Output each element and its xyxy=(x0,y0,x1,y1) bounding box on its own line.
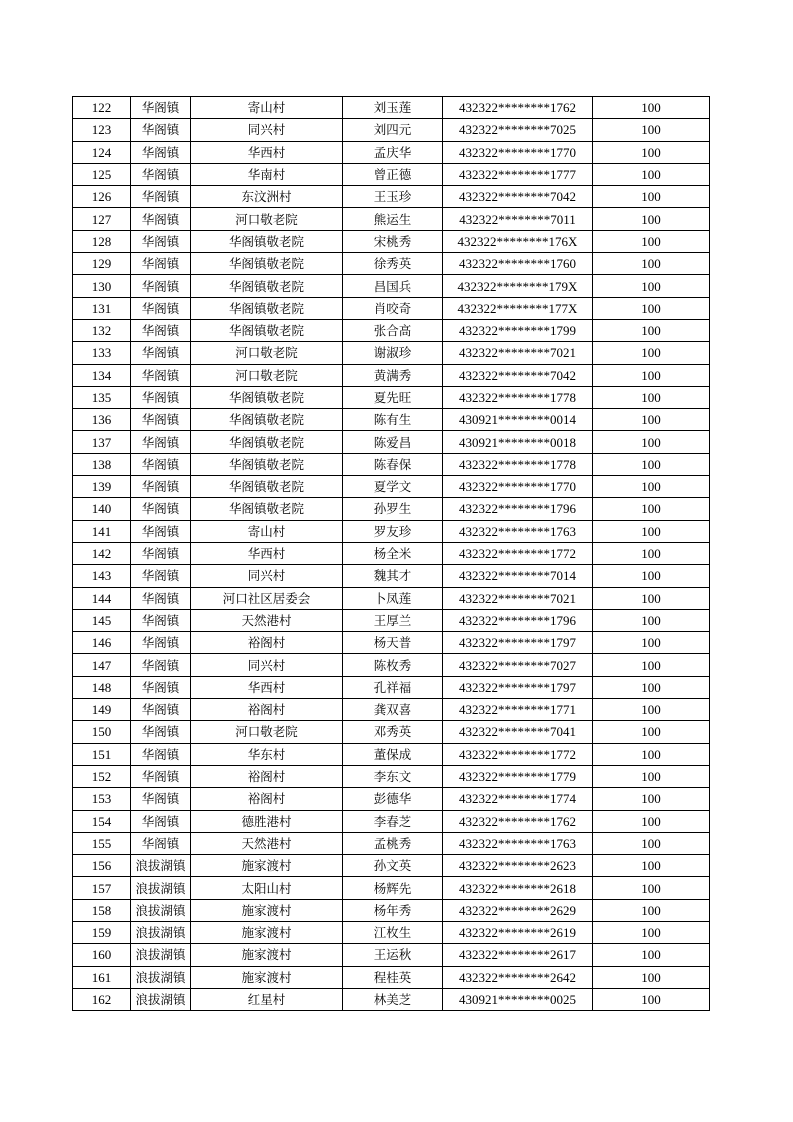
unit-cell: 裕阁村 xyxy=(191,632,343,654)
person-name-cell: 邓秀英 xyxy=(343,721,443,743)
amount-cell: 100 xyxy=(593,810,710,832)
town-cell: 华阁镇 xyxy=(131,498,191,520)
town-cell: 华阁镇 xyxy=(131,141,191,163)
town-cell: 浪拔湖镇 xyxy=(131,988,191,1010)
amount-cell: 100 xyxy=(593,788,710,810)
table-row xyxy=(73,476,710,498)
row-number: 129 xyxy=(73,253,131,275)
town-cell: 华阁镇 xyxy=(131,765,191,787)
id-number-cell: 432322********1763 xyxy=(443,520,593,542)
row-number: 132 xyxy=(73,319,131,341)
table-row xyxy=(73,877,710,899)
town-cell: 华阁镇 xyxy=(131,699,191,721)
person-name-cell: 林美芝 xyxy=(343,988,443,1010)
person-name-cell: 孙文英 xyxy=(343,855,443,877)
table-row xyxy=(73,319,710,341)
amount-cell: 100 xyxy=(593,721,710,743)
table-row xyxy=(73,431,710,453)
town-cell: 浪拔湖镇 xyxy=(131,899,191,921)
id-number-cell: 432322********1778 xyxy=(443,453,593,475)
town-cell: 华阁镇 xyxy=(131,253,191,275)
unit-cell: 华西村 xyxy=(191,676,343,698)
amount-cell: 100 xyxy=(593,275,710,297)
amount-cell: 100 xyxy=(593,97,710,119)
row-number: 133 xyxy=(73,342,131,364)
row-number: 152 xyxy=(73,765,131,787)
id-number-cell: 432322********2618 xyxy=(443,877,593,899)
table-row xyxy=(73,208,710,230)
person-name-cell: 彭德华 xyxy=(343,788,443,810)
town-cell: 浪拔湖镇 xyxy=(131,944,191,966)
row-number: 127 xyxy=(73,208,131,230)
amount-cell: 100 xyxy=(593,453,710,475)
table-row xyxy=(73,542,710,564)
row-number: 158 xyxy=(73,899,131,921)
table-row xyxy=(73,676,710,698)
person-name-cell: 熊运生 xyxy=(343,208,443,230)
unit-cell: 华阁镇敬老院 xyxy=(191,476,343,498)
id-number-cell: 432322********1770 xyxy=(443,141,593,163)
amount-cell: 100 xyxy=(593,230,710,252)
row-number: 124 xyxy=(73,141,131,163)
person-name-cell: 黄满秀 xyxy=(343,364,443,386)
id-number-cell: 430921********0025 xyxy=(443,988,593,1010)
amount-cell: 100 xyxy=(593,409,710,431)
id-number-cell: 432322********1777 xyxy=(443,163,593,185)
amount-cell: 100 xyxy=(593,186,710,208)
id-number-cell: 432322********2642 xyxy=(443,966,593,988)
row-number: 160 xyxy=(73,944,131,966)
unit-cell: 寄山村 xyxy=(191,97,343,119)
table-row xyxy=(73,119,710,141)
row-number: 141 xyxy=(73,520,131,542)
row-number: 143 xyxy=(73,565,131,587)
roster-table-body xyxy=(73,97,710,1011)
id-number-cell: 432322********1772 xyxy=(443,743,593,765)
id-number-cell: 432322********1762 xyxy=(443,97,593,119)
amount-cell: 100 xyxy=(593,565,710,587)
amount-cell: 100 xyxy=(593,386,710,408)
id-number-cell: 432322********1796 xyxy=(443,498,593,520)
id-number-cell: 432322********2629 xyxy=(443,899,593,921)
table-row xyxy=(73,97,710,119)
id-number-cell: 432322********7027 xyxy=(443,654,593,676)
table-row xyxy=(73,275,710,297)
person-name-cell: 徐秀英 xyxy=(343,253,443,275)
table-row xyxy=(73,230,710,252)
unit-cell: 华阁镇敬老院 xyxy=(191,275,343,297)
unit-cell: 华阁镇敬老院 xyxy=(191,253,343,275)
town-cell: 华阁镇 xyxy=(131,97,191,119)
amount-cell: 100 xyxy=(593,832,710,854)
town-cell: 华阁镇 xyxy=(131,409,191,431)
unit-cell: 华阁镇敬老院 xyxy=(191,498,343,520)
town-cell: 华阁镇 xyxy=(131,297,191,319)
id-number-cell: 430921********0014 xyxy=(443,409,593,431)
row-number: 161 xyxy=(73,966,131,988)
unit-cell: 德胜港村 xyxy=(191,810,343,832)
amount-cell: 100 xyxy=(593,966,710,988)
row-number: 125 xyxy=(73,163,131,185)
row-number: 123 xyxy=(73,119,131,141)
id-number-cell: 432322********1799 xyxy=(443,319,593,341)
amount-cell: 100 xyxy=(593,988,710,1010)
amount-cell: 100 xyxy=(593,609,710,631)
row-number: 144 xyxy=(73,587,131,609)
row-number: 134 xyxy=(73,364,131,386)
id-number-cell: 432322********1760 xyxy=(443,253,593,275)
unit-cell: 东汶洲村 xyxy=(191,186,343,208)
amount-cell: 100 xyxy=(593,765,710,787)
unit-cell: 华阁镇敬老院 xyxy=(191,431,343,453)
id-number-cell: 432322********7041 xyxy=(443,721,593,743)
table-row xyxy=(73,899,710,921)
person-name-cell: 陈枚秀 xyxy=(343,654,443,676)
id-number-cell: 432322********7014 xyxy=(443,565,593,587)
roster-table xyxy=(72,96,710,1011)
id-number-cell: 432322********1778 xyxy=(443,386,593,408)
amount-cell: 100 xyxy=(593,476,710,498)
town-cell: 华阁镇 xyxy=(131,810,191,832)
id-number-cell: 432322********7042 xyxy=(443,364,593,386)
row-number: 140 xyxy=(73,498,131,520)
row-number: 154 xyxy=(73,810,131,832)
person-name-cell: 王玉珍 xyxy=(343,186,443,208)
table-row xyxy=(73,587,710,609)
person-name-cell: 程桂英 xyxy=(343,966,443,988)
unit-cell: 施家渡村 xyxy=(191,899,343,921)
table-row xyxy=(73,921,710,943)
id-number-cell: 432322********2623 xyxy=(443,855,593,877)
row-number: 122 xyxy=(73,97,131,119)
person-name-cell: 陈爱昌 xyxy=(343,431,443,453)
person-name-cell: 陈春保 xyxy=(343,453,443,475)
id-number-cell: 432322********179X xyxy=(443,275,593,297)
amount-cell: 100 xyxy=(593,119,710,141)
table-row xyxy=(73,699,710,721)
unit-cell: 华阁镇敬老院 xyxy=(191,319,343,341)
town-cell: 华阁镇 xyxy=(131,587,191,609)
unit-cell: 裕阁村 xyxy=(191,699,343,721)
row-number: 137 xyxy=(73,431,131,453)
person-name-cell: 董保成 xyxy=(343,743,443,765)
table-row xyxy=(73,788,710,810)
amount-cell: 100 xyxy=(593,699,710,721)
town-cell: 华阁镇 xyxy=(131,721,191,743)
table-row xyxy=(73,386,710,408)
table-row xyxy=(73,364,710,386)
table-row xyxy=(73,409,710,431)
table-row xyxy=(73,743,710,765)
row-number: 135 xyxy=(73,386,131,408)
unit-cell: 河口敬老院 xyxy=(191,364,343,386)
amount-cell: 100 xyxy=(593,899,710,921)
unit-cell: 天然港村 xyxy=(191,832,343,854)
table-row xyxy=(73,765,710,787)
person-name-cell: 陈有生 xyxy=(343,409,443,431)
unit-cell: 同兴村 xyxy=(191,654,343,676)
person-name-cell: 杨年秀 xyxy=(343,899,443,921)
unit-cell: 裕阁村 xyxy=(191,765,343,787)
row-number: 136 xyxy=(73,409,131,431)
unit-cell: 施家渡村 xyxy=(191,966,343,988)
unit-cell: 华东村 xyxy=(191,743,343,765)
table-row xyxy=(73,721,710,743)
id-number-cell: 432322********1762 xyxy=(443,810,593,832)
row-number: 150 xyxy=(73,721,131,743)
person-name-cell: 杨天普 xyxy=(343,632,443,654)
town-cell: 华阁镇 xyxy=(131,476,191,498)
town-cell: 华阁镇 xyxy=(131,542,191,564)
table-row xyxy=(73,654,710,676)
id-number-cell: 432322********177X xyxy=(443,297,593,319)
amount-cell: 100 xyxy=(593,542,710,564)
id-number-cell: 432322********1770 xyxy=(443,476,593,498)
unit-cell: 河口敬老院 xyxy=(191,721,343,743)
town-cell: 华阁镇 xyxy=(131,453,191,475)
row-number: 151 xyxy=(73,743,131,765)
id-number-cell: 432322********7021 xyxy=(443,342,593,364)
person-name-cell: 杨辉先 xyxy=(343,877,443,899)
amount-cell: 100 xyxy=(593,855,710,877)
id-number-cell: 432322********1797 xyxy=(443,632,593,654)
town-cell: 浪拔湖镇 xyxy=(131,877,191,899)
amount-cell: 100 xyxy=(593,208,710,230)
town-cell: 华阁镇 xyxy=(131,275,191,297)
id-number-cell: 432322********1796 xyxy=(443,609,593,631)
town-cell: 华阁镇 xyxy=(131,386,191,408)
person-name-cell: 曾正德 xyxy=(343,163,443,185)
amount-cell: 100 xyxy=(593,163,710,185)
amount-cell: 100 xyxy=(593,944,710,966)
amount-cell: 100 xyxy=(593,587,710,609)
town-cell: 华阁镇 xyxy=(131,676,191,698)
amount-cell: 100 xyxy=(593,498,710,520)
person-name-cell: 夏学文 xyxy=(343,476,443,498)
table-row xyxy=(73,186,710,208)
unit-cell: 华阁镇敬老院 xyxy=(191,453,343,475)
row-number: 149 xyxy=(73,699,131,721)
unit-cell: 太阳山村 xyxy=(191,877,343,899)
table-row xyxy=(73,988,710,1010)
town-cell: 华阁镇 xyxy=(131,520,191,542)
amount-cell: 100 xyxy=(593,921,710,943)
amount-cell: 100 xyxy=(593,520,710,542)
unit-cell: 华阁镇敬老院 xyxy=(191,230,343,252)
town-cell: 华阁镇 xyxy=(131,654,191,676)
town-cell: 华阁镇 xyxy=(131,788,191,810)
id-number-cell: 430921********0018 xyxy=(443,431,593,453)
amount-cell: 100 xyxy=(593,654,710,676)
town-cell: 华阁镇 xyxy=(131,186,191,208)
person-name-cell: 杨全米 xyxy=(343,542,443,564)
table-row xyxy=(73,297,710,319)
amount-cell: 100 xyxy=(593,141,710,163)
amount-cell: 100 xyxy=(593,342,710,364)
person-name-cell: 谢淑珍 xyxy=(343,342,443,364)
town-cell: 华阁镇 xyxy=(131,119,191,141)
id-number-cell: 432322********2617 xyxy=(443,944,593,966)
table-row xyxy=(73,832,710,854)
person-name-cell: 孙罗生 xyxy=(343,498,443,520)
unit-cell: 同兴村 xyxy=(191,119,343,141)
id-number-cell: 432322********7025 xyxy=(443,119,593,141)
town-cell: 华阁镇 xyxy=(131,832,191,854)
id-number-cell: 432322********176X xyxy=(443,230,593,252)
person-name-cell: 魏其才 xyxy=(343,565,443,587)
amount-cell: 100 xyxy=(593,743,710,765)
id-number-cell: 432322********1797 xyxy=(443,676,593,698)
unit-cell: 华阁镇敬老院 xyxy=(191,386,343,408)
table-row xyxy=(73,966,710,988)
table-row xyxy=(73,565,710,587)
amount-cell: 100 xyxy=(593,877,710,899)
table-row xyxy=(73,810,710,832)
unit-cell: 华阁镇敬老院 xyxy=(191,409,343,431)
row-number: 131 xyxy=(73,297,131,319)
unit-cell: 华南村 xyxy=(191,163,343,185)
table-row xyxy=(73,453,710,475)
table-row xyxy=(73,253,710,275)
unit-cell: 施家渡村 xyxy=(191,855,343,877)
row-number: 138 xyxy=(73,453,131,475)
unit-cell: 寄山村 xyxy=(191,520,343,542)
town-cell: 华阁镇 xyxy=(131,364,191,386)
amount-cell: 100 xyxy=(593,319,710,341)
table-row xyxy=(73,944,710,966)
row-number: 139 xyxy=(73,476,131,498)
person-name-cell: 卜凤莲 xyxy=(343,587,443,609)
table-row xyxy=(73,342,710,364)
town-cell: 华阁镇 xyxy=(131,342,191,364)
unit-cell: 河口敬老院 xyxy=(191,208,343,230)
unit-cell: 华西村 xyxy=(191,141,343,163)
row-number: 155 xyxy=(73,832,131,854)
amount-cell: 100 xyxy=(593,632,710,654)
unit-cell: 红星村 xyxy=(191,988,343,1010)
row-number: 157 xyxy=(73,877,131,899)
id-number-cell: 432322********2619 xyxy=(443,921,593,943)
id-number-cell: 432322********1774 xyxy=(443,788,593,810)
row-number: 126 xyxy=(73,186,131,208)
unit-cell: 华阁镇敬老院 xyxy=(191,297,343,319)
amount-cell: 100 xyxy=(593,297,710,319)
row-number: 130 xyxy=(73,275,131,297)
person-name-cell: 孔祥福 xyxy=(343,676,443,698)
unit-cell: 天然港村 xyxy=(191,609,343,631)
person-name-cell: 江枚生 xyxy=(343,921,443,943)
amount-cell: 100 xyxy=(593,253,710,275)
person-name-cell: 肖咬奇 xyxy=(343,297,443,319)
person-name-cell: 王厚兰 xyxy=(343,609,443,631)
row-number: 145 xyxy=(73,609,131,631)
unit-cell: 同兴村 xyxy=(191,565,343,587)
unit-cell: 施家渡村 xyxy=(191,944,343,966)
id-number-cell: 432322********7011 xyxy=(443,208,593,230)
town-cell: 华阁镇 xyxy=(131,632,191,654)
table-row xyxy=(73,855,710,877)
person-name-cell: 昌国兵 xyxy=(343,275,443,297)
town-cell: 华阁镇 xyxy=(131,319,191,341)
table-row xyxy=(73,163,710,185)
row-number: 142 xyxy=(73,542,131,564)
id-number-cell: 432322********7021 xyxy=(443,587,593,609)
id-number-cell: 432322********1779 xyxy=(443,765,593,787)
unit-cell: 裕阁村 xyxy=(191,788,343,810)
person-name-cell: 宋桃秀 xyxy=(343,230,443,252)
person-name-cell: 王运秋 xyxy=(343,944,443,966)
unit-cell: 河口敬老院 xyxy=(191,342,343,364)
town-cell: 华阁镇 xyxy=(131,565,191,587)
amount-cell: 100 xyxy=(593,431,710,453)
person-name-cell: 夏先旺 xyxy=(343,386,443,408)
town-cell: 华阁镇 xyxy=(131,230,191,252)
row-number: 162 xyxy=(73,988,131,1010)
unit-cell: 华西村 xyxy=(191,542,343,564)
row-number: 147 xyxy=(73,654,131,676)
id-number-cell: 432322********7042 xyxy=(443,186,593,208)
town-cell: 浪拔湖镇 xyxy=(131,855,191,877)
unit-cell: 河口社区居委会 xyxy=(191,587,343,609)
id-number-cell: 432322********1772 xyxy=(443,542,593,564)
row-number: 159 xyxy=(73,921,131,943)
town-cell: 华阁镇 xyxy=(131,163,191,185)
row-number: 153 xyxy=(73,788,131,810)
town-cell: 华阁镇 xyxy=(131,431,191,453)
table-row xyxy=(73,609,710,631)
row-number: 156 xyxy=(73,855,131,877)
person-name-cell: 刘四元 xyxy=(343,119,443,141)
table-row xyxy=(73,520,710,542)
row-number: 146 xyxy=(73,632,131,654)
person-name-cell: 李东文 xyxy=(343,765,443,787)
town-cell: 华阁镇 xyxy=(131,208,191,230)
person-name-cell: 龚双喜 xyxy=(343,699,443,721)
town-cell: 华阁镇 xyxy=(131,609,191,631)
amount-cell: 100 xyxy=(593,676,710,698)
table-row xyxy=(73,632,710,654)
row-number: 148 xyxy=(73,676,131,698)
town-cell: 浪拔湖镇 xyxy=(131,966,191,988)
table-row xyxy=(73,141,710,163)
person-name-cell: 李春芝 xyxy=(343,810,443,832)
person-name-cell: 孟庆华 xyxy=(343,141,443,163)
town-cell: 华阁镇 xyxy=(131,743,191,765)
person-name-cell: 张合高 xyxy=(343,319,443,341)
id-number-cell: 432322********1771 xyxy=(443,699,593,721)
table-row xyxy=(73,498,710,520)
row-number: 128 xyxy=(73,230,131,252)
id-number-cell: 432322********1763 xyxy=(443,832,593,854)
person-name-cell: 罗友珍 xyxy=(343,520,443,542)
town-cell: 浪拔湖镇 xyxy=(131,921,191,943)
unit-cell: 施家渡村 xyxy=(191,921,343,943)
person-name-cell: 孟桃秀 xyxy=(343,832,443,854)
amount-cell: 100 xyxy=(593,364,710,386)
person-name-cell: 刘玉莲 xyxy=(343,97,443,119)
